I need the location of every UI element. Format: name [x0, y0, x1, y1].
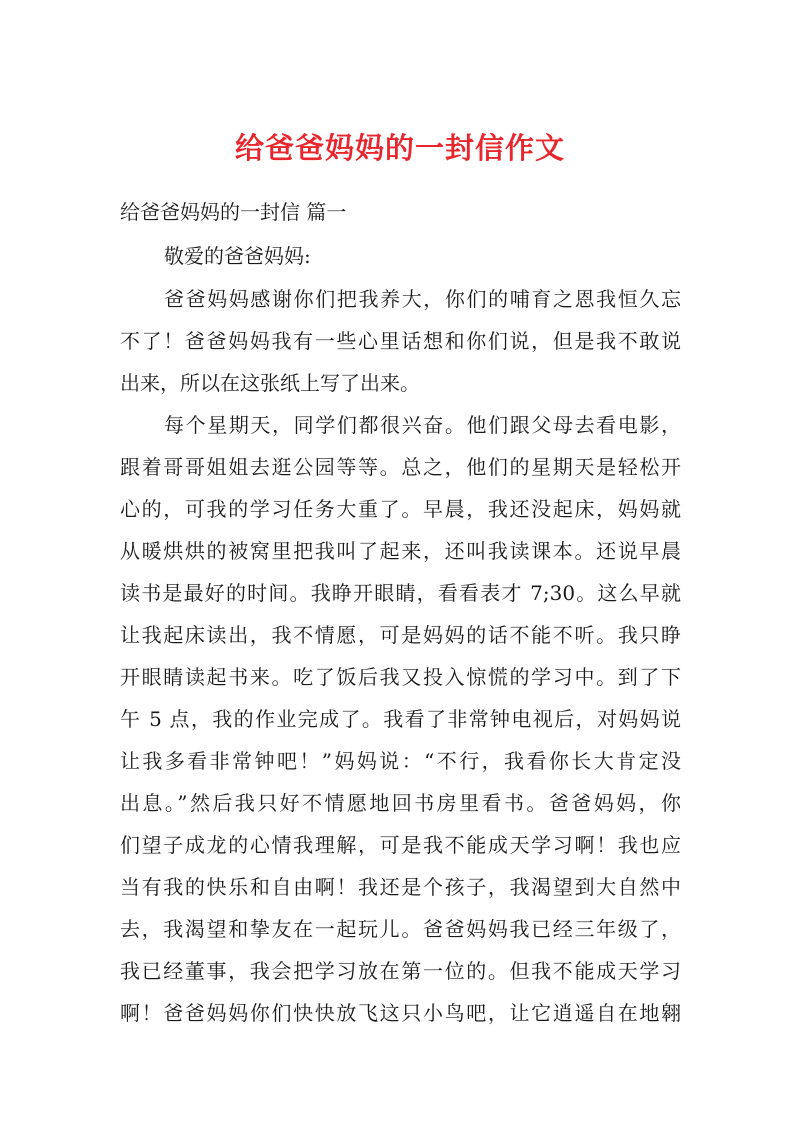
paragraph-line: 出来，所以在这张纸上写了出来。 — [120, 371, 420, 395]
paragraph-line: 出息。”然后我只好不情愿地回书房里看书。爸爸妈妈，你 — [120, 791, 681, 815]
paragraph-line: 从暖烘烘的被窝里把我叫了起来，还叫我读课本。还说早晨 — [120, 539, 681, 563]
paragraph-line: 我已经董事，我会把学习放在第一位的。但我不能成天学习 — [120, 959, 681, 983]
salutation: 敬爱的爸爸妈妈: — [164, 244, 311, 268]
page-title: 给爸爸妈妈的一封信作文 — [234, 131, 565, 165]
paragraph-line: 去，我渴望和挚友在一起玩儿。爸爸妈妈我已经三年级了， — [120, 917, 681, 941]
paragraph-line: 心的，可我的学习任务大重了。早晨，我还没起床，妈妈就 — [120, 497, 681, 521]
paragraph-line: 让我起床读出，我不情愿，可是妈妈的话不能不听。我只睁 — [120, 623, 681, 647]
paragraph-line: 们望子成龙的心情我理解，可是我不能成天学习啊！我也应 — [120, 833, 681, 857]
paragraph-line: 开眼睛读起书来。吃了饭后我又投入惊慌的学习中。到了下 — [120, 665, 681, 689]
paragraph-line: 午 5 点，我的作业完成了。我看了非常钟电视后，对妈妈说 — [120, 707, 681, 731]
paragraph-line: 啊！爸爸妈妈你们快快放飞这只小鸟吧，让它逍遥自在地翱 — [120, 1001, 681, 1025]
section-heading: 给爸爸妈妈的一封信 篇一 — [120, 200, 347, 224]
paragraph-line: 读书是最好的时间。我睁开眼睛，看看表才 7;30。这么早就 — [120, 581, 681, 605]
paragraph-line: 当有我的快乐和自由啊！我还是个孩子，我渴望到大自然中 — [120, 875, 681, 899]
paragraph-line: 让我多看非常钟吧！”妈妈说：“不行，我看你长大肯定没 — [120, 749, 681, 773]
paragraph-line: 每个星期天，同学们都很兴奋。他们跟父母去看电影， — [164, 413, 681, 437]
paragraph-line: 爸爸妈妈感谢你们把我养大，你们的哺育之恩我恒久忘 — [164, 287, 681, 311]
paragraph-line: 跟着哥哥姐姐去逛公园等等。总之，他们的星期天是轻松开 — [120, 455, 681, 479]
paragraph-line: 不了！爸爸妈妈我有一些心里话想和你们说，但是我不敢说 — [120, 329, 681, 353]
